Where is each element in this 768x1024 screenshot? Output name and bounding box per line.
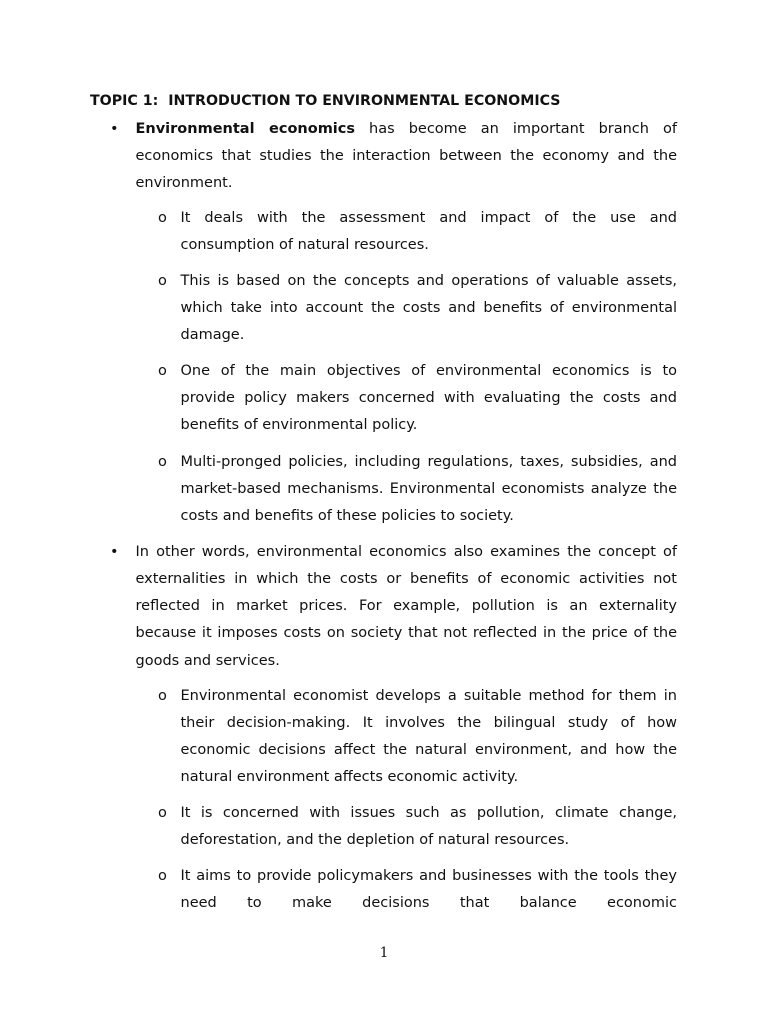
sub-bullet-icon: o — [158, 804, 167, 821]
sub-item — [158, 683, 677, 792]
sub-bullet-icon: o — [158, 272, 167, 289]
sub-item — [158, 800, 677, 855]
sub-bullet-icon: o — [158, 209, 167, 226]
topic-heading: TOPIC 1: INTRODUCTION TO ENVIRONMENTAL ECONOMICS — [90, 93, 561, 109]
sub-paragraph: It aims to provide policymakers and businesses with the tools they need to make decisions that balance economic — [180, 867, 677, 911]
bullet-paragraph — [136, 116, 678, 198]
sub-item — [158, 205, 677, 260]
sub-item — [158, 358, 677, 440]
bullet-item — [110, 116, 677, 198]
sub-paragraph: One of the main objectives of environmental economics is to provide policy makers concerned with evaluating the costs and benefits of environmental policy. — [180, 362, 677, 434]
sub-paragraph: This is based on the concepts and operations of valuable assets, which take into account the costs and benefits of environmental damage. — [180, 272, 677, 344]
bullet-item — [110, 539, 677, 675]
sub-paragraph: Multi-pronged policies, including regulations, taxes, subsidies, and market-based mechanisms. Environmental economists analyze the costs and benefits of these policies to society. — [180, 453, 677, 525]
sub-paragraph: It deals with the assessment and impact of the use and consumption of natural resources. — [180, 209, 677, 253]
sub-bullet-icon: o — [158, 867, 167, 884]
sub-item — [158, 268, 677, 350]
sub-bullet-icon: o — [158, 453, 167, 470]
sub-bullet-icon: o — [158, 687, 167, 704]
sub-paragraph: It is concerned with issues such as pollution, climate change, deforestation, and the depletion of natural resources. — [180, 804, 677, 848]
sub-item — [158, 863, 677, 918]
sub-paragraph: Environmental economist develops a suitable method for them in their decision-making. It involves the bilingual study of how economic decisions affect the natural environment, and how the natural environment affects economic activity. — [180, 687, 677, 786]
bullet-text: In other words, environmental economics also examines the concept of externalities in which the costs or benefits of economic activities not reflected in market prices. For example, pollution is an externality because it imposes costs on society that not reflected in the price of the goods and services. — [135, 543, 677, 669]
sub-item — [158, 449, 677, 531]
bullet-icon: • — [110, 543, 119, 560]
bullet-text: has become an important branch of economics that studies the interaction between the economy and the environment. — [135, 120, 677, 192]
page-number: 1 — [379, 945, 389, 961]
bullet-icon: • — [110, 120, 119, 137]
bullet-paragraph — [136, 539, 678, 675]
bold-term: Environmental economics — [135, 120, 355, 137]
sub-bullet-icon: o — [158, 362, 167, 379]
